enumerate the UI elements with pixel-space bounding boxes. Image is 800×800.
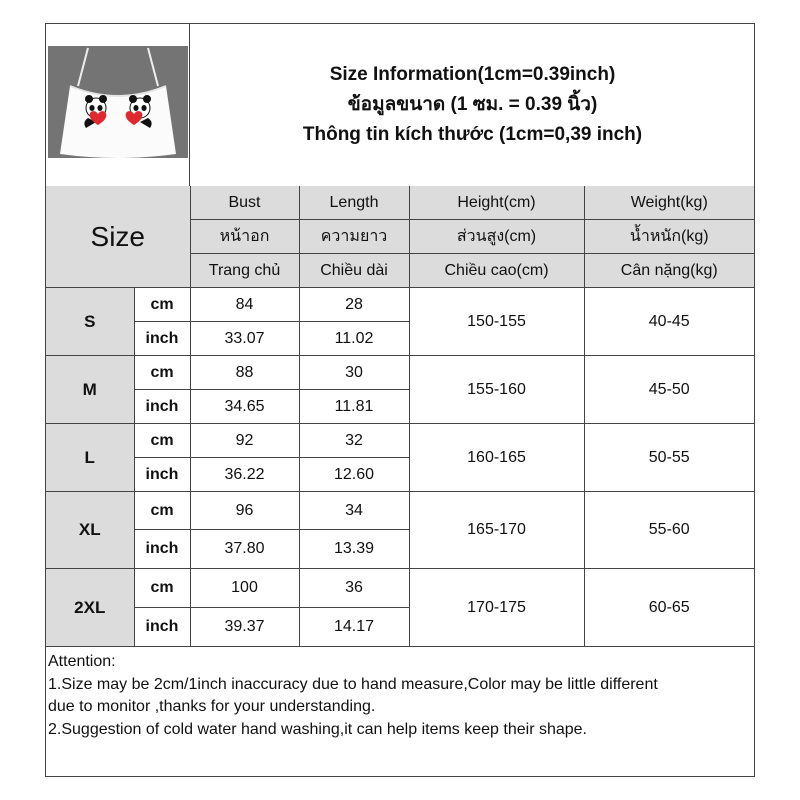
length-cm: 32 [299,424,409,458]
bust-cm: 100 [190,569,299,608]
bust-inch: 36.22 [190,458,299,492]
length-cm: 34 [299,492,409,530]
title-thai: ข้อมูลขนาด (1 ซม. = 0.39 นิ้ว) [347,94,598,115]
length-cm: 28 [299,288,409,322]
header-length: Length [299,186,409,220]
bust-cm: 88 [190,356,299,390]
unit-inch: inch [134,608,190,647]
header-row-english [46,186,754,220]
note-line-2: due to monitor ,thanks for your understanding. [48,698,376,715]
length-inch: 13.39 [299,530,409,569]
note-line-3: 2.Suggestion of cold water hand washing,it can help items keep their shape. [48,720,587,738]
bust-cm: 92 [190,424,299,458]
header-height-vietnamese: Chiều cao(cm) [409,254,584,288]
length-cm: 36 [299,569,409,608]
weight-range: 50-55 [584,424,754,492]
size-l: L [46,424,134,492]
unit-inch: inch [134,390,190,424]
height-range: 155-160 [409,356,584,424]
bust-cm: 84 [190,288,299,322]
table-row [46,356,754,390]
unit-cm: cm [134,492,190,530]
weight-range: 40-45 [584,288,754,356]
unit-inch: inch [134,530,190,569]
size-information-title [191,24,754,186]
size-s: S [46,288,134,356]
attention-heading: Attention: [48,653,116,670]
length-inch: 11.02 [299,322,409,356]
chart-header [46,24,754,187]
table-row [46,288,754,322]
note-line-1: 1.Size may be 2cm/1inch inaccuracy due to hand measure,Color may be little different [48,675,658,693]
unit-inch: inch [134,458,190,492]
header-bust-thai: หน้าอก [190,220,299,254]
header-length-thai: ความยาว [299,220,409,254]
attention-notes [48,651,748,741]
title-english: Size Information(1cm=0.39inch) [329,64,616,85]
unit-cm: cm [134,288,190,322]
unit-cm: cm [134,356,190,390]
bust-inch: 34.65 [190,390,299,424]
size-chart [45,23,755,777]
size-table [46,186,754,647]
unit-inch: inch [134,322,190,356]
table-row [46,492,754,530]
length-inch: 14.17 [299,608,409,647]
weight-range: 55-60 [584,492,754,569]
header-bust-vietnamese: Trang chủ [190,254,299,288]
height-range: 160-165 [409,424,584,492]
header-height-thai: ส่วนสูง(cm) [409,220,584,254]
header-length-vietnamese: Chiều dài [299,254,409,288]
title-vietnamese: Thông tin kích thước (1cm=0,39 inch) [302,124,643,145]
header-weight: Weight(kg) [584,186,754,220]
weight-range: 60-65 [584,569,754,647]
unit-cm: cm [134,569,190,608]
size-column-label: Size [46,186,190,288]
length-inch: 11.81 [299,390,409,424]
product-photo [48,46,188,158]
bust-inch: 39.37 [190,608,299,647]
length-cm: 30 [299,356,409,390]
unit-cm: cm [134,424,190,458]
product-photo-cell [46,24,190,186]
header-height: Height(cm) [409,186,584,220]
size-xl: XL [46,492,134,569]
length-inch: 12.60 [299,458,409,492]
weight-range: 45-50 [584,356,754,424]
bust-inch: 33.07 [190,322,299,356]
height-range: 165-170 [409,492,584,569]
table-row [46,424,754,458]
size-2xl: 2XL [46,569,134,647]
size-m: M [46,356,134,424]
bust-inch: 37.80 [190,530,299,569]
header-weight-thai: น้ำหนัก(kg) [584,220,754,254]
height-range: 150-155 [409,288,584,356]
header-weight-vietnamese: Cân nặng(kg) [584,254,754,288]
height-range: 170-175 [409,569,584,647]
table-row [46,569,754,608]
header-bust: Bust [190,186,299,220]
bust-cm: 96 [190,492,299,530]
